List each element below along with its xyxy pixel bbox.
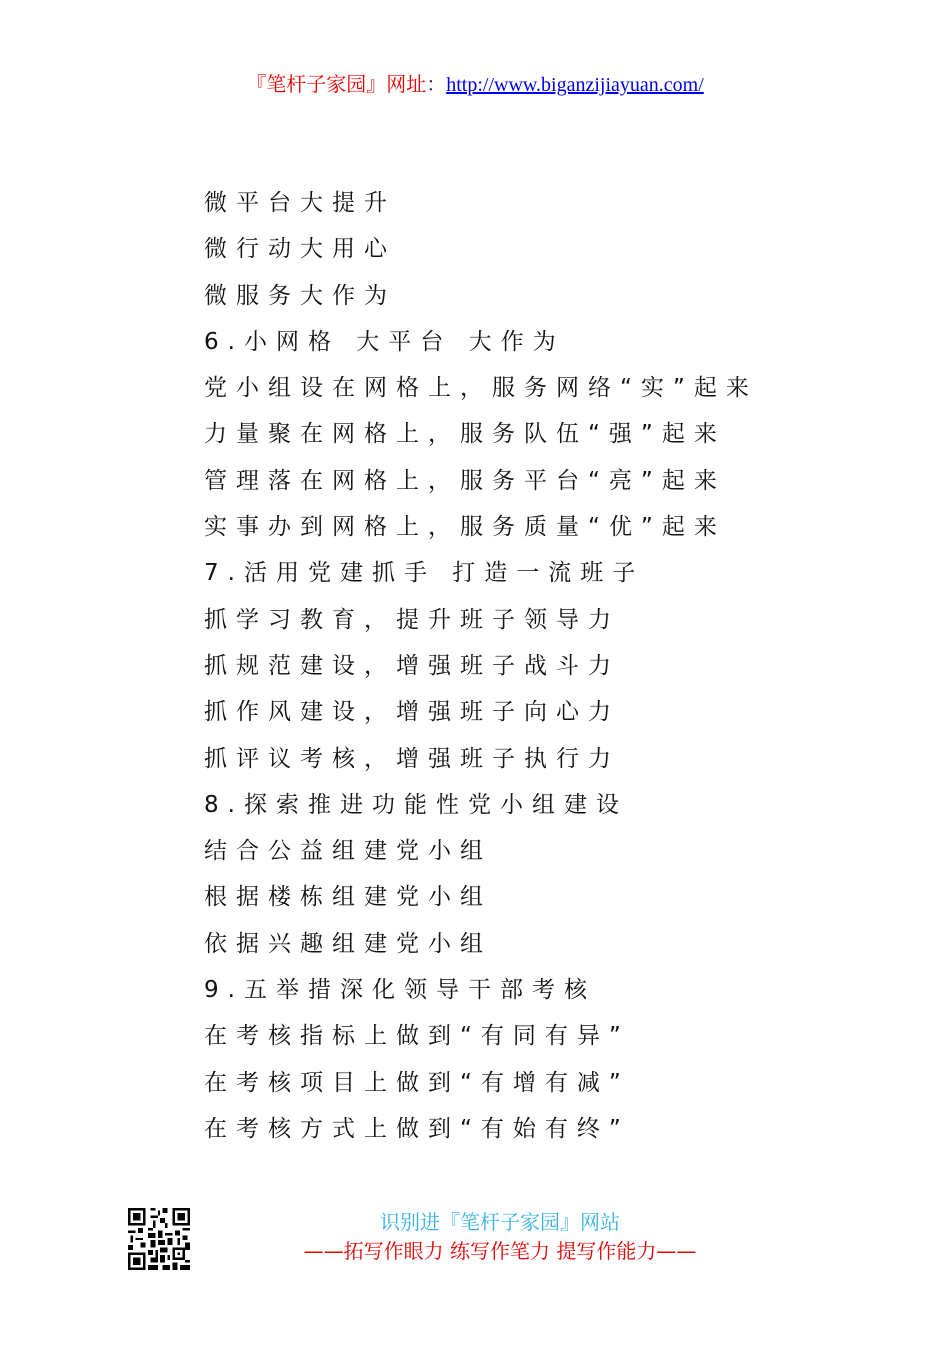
- site-footer: [190, 1208, 810, 1266]
- site-url-link[interactable]: http://www.biganzijiayuan.com/: [446, 74, 704, 96]
- qr-code-icon: [128, 1208, 190, 1270]
- site-brand: 『笔杆子家园』网址: [246, 72, 427, 96]
- text-line: 管理落在网格上，服务平台“亮”起来: [204, 467, 726, 494]
- text-line: 抓评议考核，增强班子执行力: [204, 745, 620, 772]
- text-line: 在考核项目上做到“有增有减”: [204, 1069, 630, 1096]
- footer-slogan: ——拓写作眼力 练写作笔力 提写作能力——: [303, 1239, 697, 1263]
- section-heading-8: 8.探索推进功能性党小组建设: [204, 791, 628, 818]
- text-line: 抓规范建设，增强班子战斗力: [204, 652, 620, 679]
- footer-line-1: 识别进『笔杆子家园』网站: [380, 1210, 620, 1234]
- text-line: 抓作风建设，增强班子向心力: [204, 699, 620, 726]
- text-line: 在考核方式上做到“有始有终”: [204, 1115, 630, 1142]
- section-heading-7: 7.活用党建抓手 打造一流班子: [204, 560, 645, 587]
- text-line: 依据兴趣组建党小组: [204, 930, 492, 957]
- header-separator: ：: [426, 74, 447, 96]
- text-line: 微服务大作为: [204, 282, 396, 309]
- text-line: 抓学习教育，提升班子领导力: [204, 606, 620, 633]
- section-heading-9: 9.五举措深化领导干部考核: [204, 977, 596, 1004]
- text-line: 结合公益组建党小组: [204, 838, 492, 865]
- text-line: 力量聚在网格上，服务队伍“强”起来: [204, 421, 726, 448]
- section-heading-6: 6.小网格 大平台 大作为: [204, 328, 565, 355]
- text-line: 在考核指标上做到“有同有异”: [204, 1023, 630, 1050]
- text-line: 微平台大提升: [204, 190, 396, 216]
- text-line: 实事办到网格上，服务质量“优”起来: [204, 514, 726, 541]
- document-body: [204, 180, 924, 1152]
- text-line: 微行动大用心: [204, 236, 396, 263]
- text-line: 党小组设在网格上，服务网络“实”起来: [204, 375, 758, 402]
- text-line: 根据楼栋组建党小组: [204, 884, 492, 911]
- site-header: [0, 70, 950, 99]
